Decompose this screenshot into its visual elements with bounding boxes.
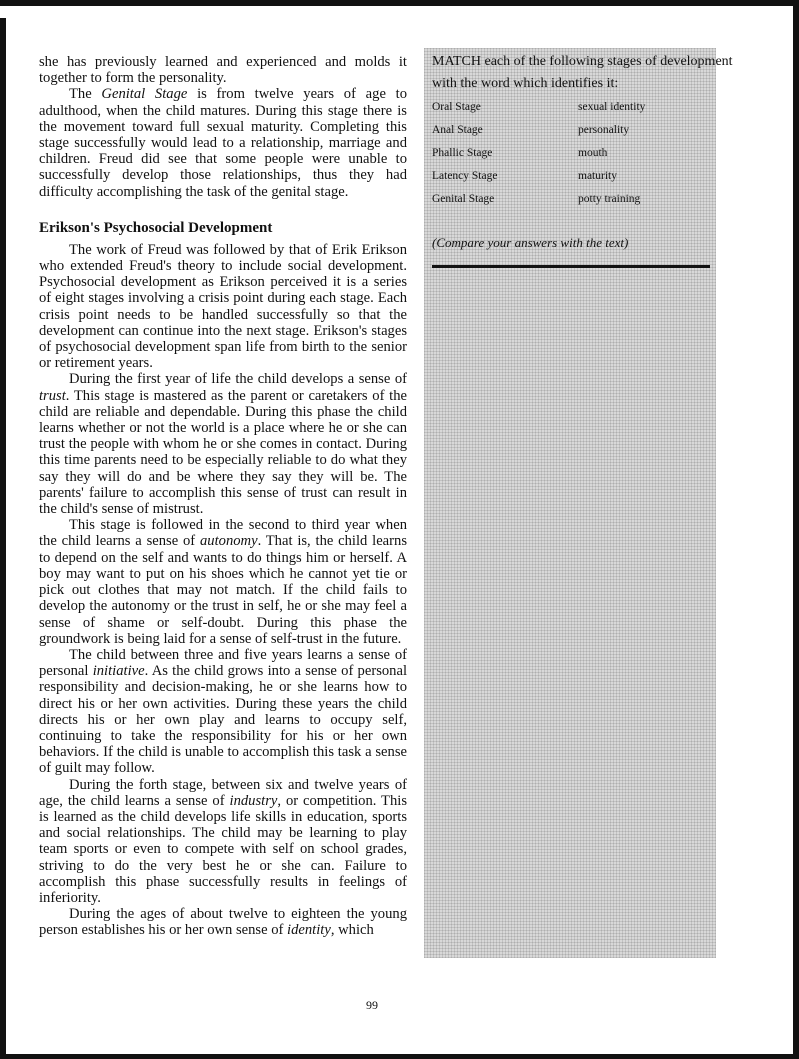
match-word: maturity — [578, 170, 617, 182]
term-trust: trust — [39, 387, 66, 404]
compare-note: (Compare your answers with the text) — [432, 235, 629, 250]
stage-label: Phallic Stage — [432, 147, 493, 159]
scan-border-right — [793, 0, 799, 1059]
paragraph-genital-stage: The Genital Stage is from twelve years of age to adulthood, when the child matures. During this stage there is the movement toward full sexual maturity. Completing this stage successfully would lead to a relationship, marriage and children. Freud did see that some people were unable to successfully develop those relationships, thus they had difficulty accomplishing the task of the genital stage. — [39, 86, 407, 200]
exercise-instruction-line2: with the word which identifies it: — [432, 76, 619, 91]
scan-border-top — [0, 0, 799, 6]
paragraph-autonomy: This stage is followed in the second to third year when the child learns a sense of autonomy. That is, the child learns to depend on the self and wants to do things him or herself. A boy may want to put on his shoes which he cannot yet tie or pick out clothes that may not match. If the child fails to develop the autonomy or the trust in self, he or she may feel a sense of shame or self-doubt. During this phase the groundwork is being laid for a sense of self-trust in the future. — [39, 517, 408, 647]
divider-rule — [432, 265, 710, 268]
term-industry: industry — [229, 792, 278, 809]
left-text-column — [39, 54, 407, 939]
paragraph-trust: During the first year of life the child develops a sense of trust. This stage is mastered as the parent or caretakers of the child are reliable and dependable. During this phase the child learns whether or not the world is a place where he or she can trust the people with whom he or she comes in contact. During this time parents need to be especially reliable to do what they say they will do and be where they say they will be. The parents' failure to accomplish this sense of trust can result in the child's sense of mistrust. — [39, 371, 407, 518]
term-identity: identity — [287, 922, 331, 939]
term-initiative: initiative — [92, 663, 145, 680]
term-autonomy: autonomy — [200, 533, 258, 550]
stage-label: Latency Stage — [432, 170, 498, 182]
stage-label: Anal Stage — [432, 124, 483, 136]
paragraph-erikson: The work of Freud was followed by that of Erik Erikson who extended Freud's theory to include social development. Psychosocial development as Erikson perceived it is a series of eight stages involving a crisis point during each stage. Each crisis point needs to be handled successfully so that the development can continue into the next stage. Erikson's stages of psychosocial development span life from birth to the senior or retirement years. — [39, 241, 407, 372]
match-word: mouth — [578, 147, 608, 159]
exercise-instruction-line1: MATCH each of the following stages of development — [432, 54, 733, 69]
matching-exercise-box — [424, 48, 733, 958]
term-genital-stage: Genital Stage — [101, 86, 188, 103]
match-word: sexual identity — [578, 101, 646, 113]
scan-border-bottom — [0, 1054, 799, 1059]
paragraph-identity: During the ages of about twelve to eighteen the young person establishes his or her own sense of identity, which — [39, 906, 407, 939]
section-heading: Erikson's Psychosocial Development — [39, 219, 273, 236]
paragraph-industry: During the forth stage, between six and twelve years of age, the child learns a sense of industry, or competition. This is learned as the child develops life skills in education, sports and social relationships. The child may be learning to play team sports or even to compete with self on school grades, striving to do the very best he or she can. Failure to accomplish this phase successfully results in feelings of inferiority. — [39, 776, 407, 906]
stage-label: Genital Stage — [432, 193, 495, 205]
paragraph-intro: she has previously learned and experienced and molds it together to form the personality. — [39, 54, 407, 87]
match-word: personality — [578, 124, 630, 136]
match-word: potty training — [578, 193, 641, 205]
stage-label: Oral Stage — [432, 101, 481, 113]
paragraph-initiative: The child between three and five years learns a sense of personal initiative. As the child grows into a sense of personal responsibility and decision-making, he or she learns how to direct his or her own activities. During these years the child directs his or her own play and learns to occupy self, continuing to take the responsibility for his or her own behaviors. If the child is unable to accomplish this task a sense of guilt may follow. — [39, 646, 408, 777]
page-number: 99 — [366, 998, 378, 1012]
scan-border-left — [0, 18, 6, 1059]
